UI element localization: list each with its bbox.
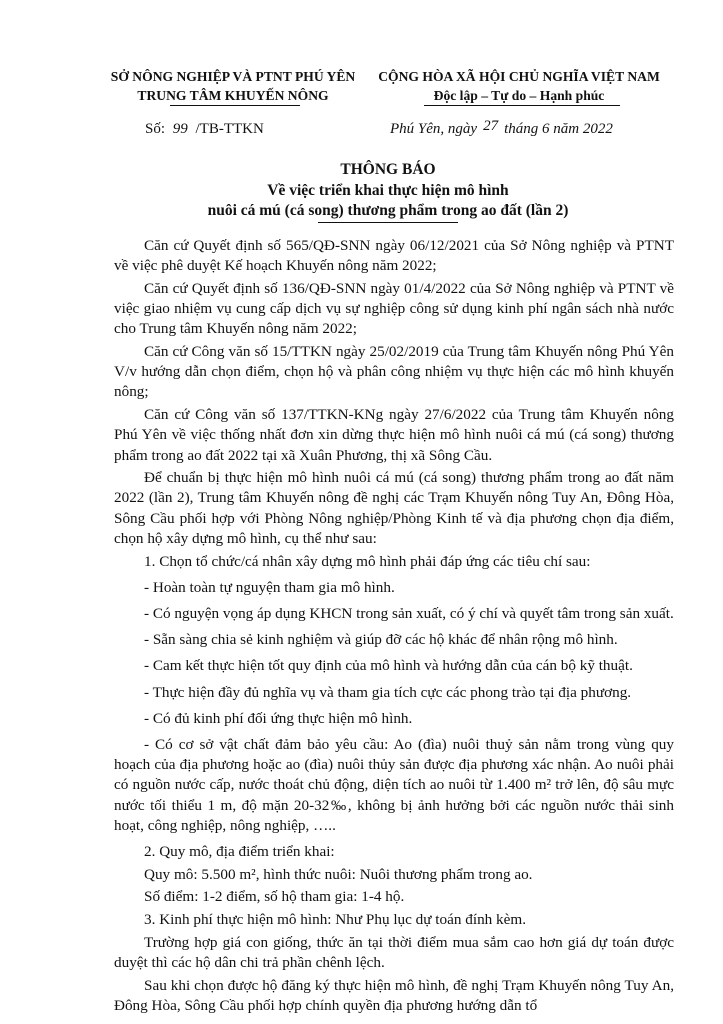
nation-name: CỘNG HÒA XÃ HỘI CHỦ NGHĨA VIỆT NAM (378, 69, 660, 84)
number-value: 99 (172, 121, 188, 137)
budget-paragraph: Trường hợp giá con giống, thức ăn tại thời điểm mua sắm cao hơn giá dự toán được duyệt thì các hộ dân chi trả phần chênh lệch. (114, 933, 674, 971)
date-day: 27 (483, 118, 499, 134)
number-prefix: Số: (145, 121, 166, 137)
motto: Độc lập – Tự do – Hạnh phúc (433, 88, 605, 103)
title-subject-line1: Về việc triển khai thực hiện mô hình (267, 181, 509, 199)
title-main: THÔNG BÁO (340, 161, 436, 178)
scale-paragraph: Quy mô: 5.500 m², hình thức nuôi: Nuôi thương phẩm trong ao. (144, 865, 533, 883)
criteria-item: - Có nguyện vọng áp dụng KHCN trong sản xuất, có ý chí và quyết tâm trong sản xuất. (144, 604, 674, 622)
legal-basis-paragraph: Căn cứ Quyết định số 565/QĐ-SNN ngày 06/12/2021 của Sở Nông nghiệp và PTNT về việc phê duyệt Kế hoạch Khuyến nông năm 2022; (114, 237, 674, 275)
section-heading: 2. Quy mô, địa điểm triển khai: (144, 842, 335, 860)
document-body (114, 236, 674, 1019)
criteria-item: - Sẵn sàng chia sẻ kinh nghiệm và giúp đỡ các hộ khác để nhân rộng mô hình. (144, 631, 618, 649)
national-motto (364, 67, 674, 105)
title-subject-line2: nuôi cá mú (cá song) thương phẩm trong ao đất (lần 2) (207, 202, 569, 219)
scale-paragraph: Số điểm: 1-2 điểm, số hộ tham gia: 1-4 hộ. (144, 888, 405, 906)
document-number (145, 121, 264, 138)
date-month-year: tháng 6 năm 2022 (504, 121, 613, 137)
section-heading: 1. Chọn tổ chức/cá nhân xây dựng mô hình phải đáp ứng các tiêu chí sau: (144, 552, 591, 570)
closing-paragraph: Sau khi chọn được hộ đăng ký thực hiện mô hình, đề nghị Trạm Khuyến nông Tuy An, Đông Hòa, Sông Cầu phối hợp chính quyền địa phương hướng dẫn tổ (114, 976, 674, 1014)
agency-name: SỞ NÔNG NGHIỆP VÀ PTNT PHÚ YÊN (110, 69, 356, 84)
motto-underline (424, 105, 620, 106)
issuing-agency (98, 67, 368, 105)
criteria-item: - Hoàn toàn tự nguyện tham gia mô hình. (144, 578, 395, 596)
criteria-item: - Thực hiện đầy đủ nghĩa vụ và tham gia tích cực các phong trào tại địa phương. (144, 683, 632, 701)
legal-basis-paragraph: Căn cứ Quyết định số 136/QĐ-SNN ngày 01/4/2022 của Sở Nông nghiệp và PTNT về việc giao nhiệm vụ cung cấp dịch vụ sự nghiệp công sử dụng kinh phí ngân sách nhà nước cho Trung tâm Khuyến nông năm 2022; (114, 279, 674, 338)
document-title (98, 160, 678, 222)
document-date (390, 118, 613, 138)
legal-basis-paragraph: Căn cứ Công văn số 15/TTKN ngày 25/02/2019 của Trung tâm Khuyến nông Phú Yên V/v hướng dẫn chọn điểm, chọn hộ và phân công nhiệm vụ thực hiện các mô hình khuyến nông; (114, 343, 674, 401)
section-heading: 3. Kinh phí thực hiện mô hình: Như Phụ lục dự toán đính kèm. (144, 911, 526, 929)
legal-basis-paragraph: Căn cứ Công văn số 137/TTKN-KNg ngày 27/6/2022 của Trung tâm Khuyến nông Phú Yên về việc thống nhất đơn xin dừng thực hiện mô hình nuôi cá mú (cá song) thương phẩm trong ao đất 2022 tại xã Xuân Phương, thị xã Sông Cầu. (114, 406, 674, 464)
number-suffix: /TB-TTKN (195, 121, 264, 137)
criteria-item: - Cam kết thực hiện tốt quy định của mô hình và hướng dẫn của cán bộ kỹ thuật. (144, 657, 633, 675)
criteria-item: - Có đủ kinh phí đối ứng thực hiện mô hình. (144, 709, 413, 727)
agency-underline (170, 105, 300, 106)
title-underline (318, 222, 458, 223)
criteria-item: - Có cơ sở vật chất đảm bảo yêu cầu: Ao (đìa) nuôi thuỷ sản nằm trong vùng quy hoạch của địa phương hoặc ao (đìa) nuôi thủy sản được địa phương xác nhận. Ao nuôi phải có nguồn nước cấp, nước thoát chủ động, diện tích ao nuôi từ 1.400 m² trở lên, độ sâu mực nước tối thiểu 1 m, độ mặn 20-32‰, không bị ảnh hưởng bởi các nguồn nước thải sinh hoạt, công nghiệp, nông nghiệp, ….. (114, 735, 674, 834)
center-name: TRUNG TÂM KHUYẾN NÔNG (137, 88, 329, 103)
date-place: Phú Yên, ngày (390, 121, 478, 137)
intro-paragraph: Để chuẩn bị thực hiện mô hình nuôi cá mú (cá song) thương phẩm trong ao đất năm 2022 (lần 2), Trung tâm Khuyến nông đề nghị các Trạm Khuyến nông Tuy An, Đông Hòa, Sông Cầu phối hợp với Phòng Nông nghiệp/Phòng Kinh tế và địa phương chọn địa điểm, chọn hộ xây dựng mô hình, cụ thể như sau: (114, 469, 674, 547)
